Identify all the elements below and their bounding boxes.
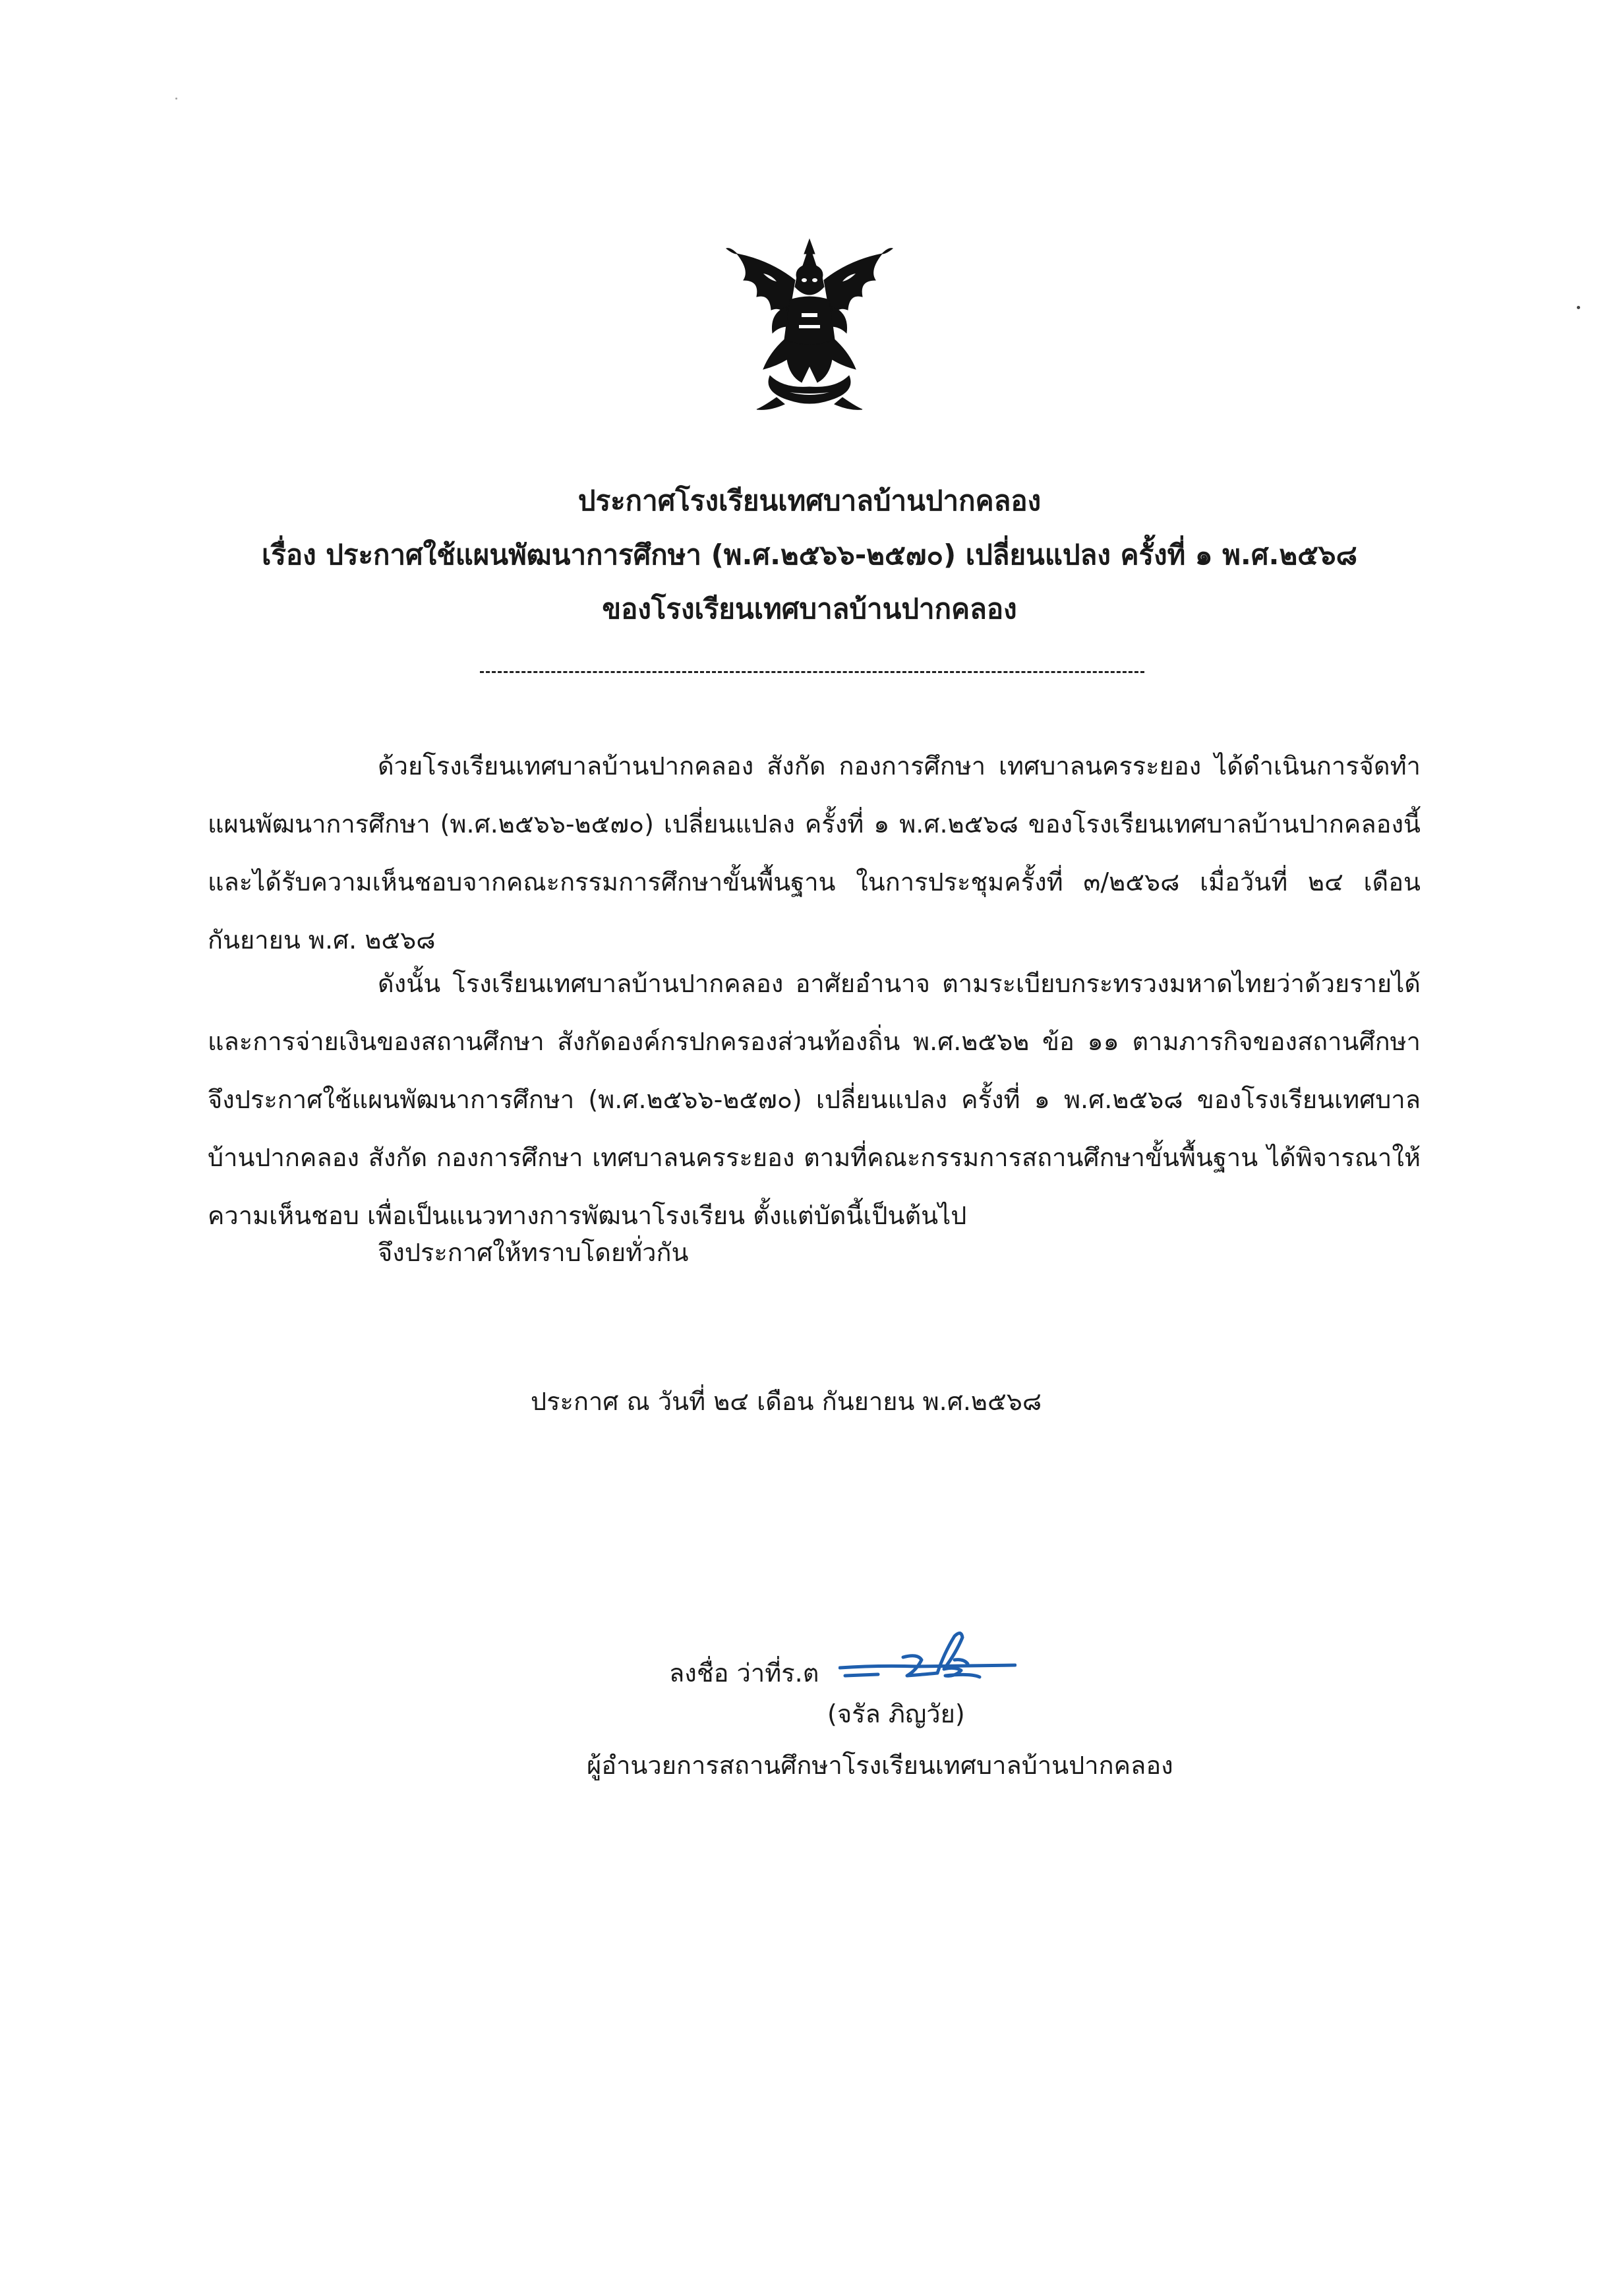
title-divider [480,671,1144,673]
closing-statement: จึงประกาศให้ทราบโดยทั่วกัน [378,1238,689,1267]
title-line-1: ประกาศโรงเรียนเทศบาลบ้านปากคลอง [577,485,1042,517]
announcement-date: ประกาศ ณ วันที่ ๒๔ เดือน กันยายน พ.ศ.๒๕๖๘ [531,1387,1042,1416]
announcement-title [0,481,1619,629]
body-paragraph-1 [208,737,1421,969]
signatory-name: (จรัล ภิญวัย) [827,1699,965,1728]
scan-speck [1577,306,1580,309]
title-line-2: เรื่อง ประกาศใช้แผนพัฒนาการศึกษา (พ.ศ.๒๕๖๖-๒๕๗๐) เปลี่ยนแปลง ครั้งที่ ๑ พ.ศ.๒๕๖๘ [262,539,1357,571]
title-line-3: ของโรงเรียนเทศบาลบ้านปากคลอง [602,593,1017,625]
body-paragraph-2 [208,955,1421,1245]
garuda-emblem-icon [724,234,895,412]
signatory-position: ผู้อำนวยการสถานศึกษาโรงเรียนเทศบาลบ้านปากคลอง [587,1751,1173,1780]
paragraph-2-text: ดังนั้น โรงเรียนเทศบาลบ้านปากคลอง อาศัยอำนาจ ตามระเบียบกระทรวงมหาดไทยว่าด้วยรายได้และการจ่ายเงินของสถานศึกษา สังกัดองค์กรปกครองส่วนท้องถิ่น พ.ศ.๒๕๖๒ ข้อ ๑๑ ตามภารกิจของสถานศึกษา จึงประกาศใช้แผนพัฒนาการศึกษา (พ.ศ.๒๕๖๖-๒๕๗๐) เปลี่ยนแปลง ครั้งที่ ๑ พ.ศ.๒๕๖๘ ของโรงเรียนเทศบาลบ้านปากคลอง สังกัด กองการศึกษา เทศบาลนครระยอง ตามที่คณะกรรมการสถานศึกษาขั้นพื้นฐาน ได้พิจารณาให้ความเห็นชอบ เพื่อเป็นแนวทางการพัฒนาโรงเรียน ตั้งแต่บัดนี้เป็นต้นไป [208,969,1421,1230]
handwritten-signature [839,1627,1016,1693]
scan-speck [175,98,177,100]
paragraph-1-text: ด้วยโรงเรียนเทศบาลบ้านปากคลอง สังกัด กองการศึกษา เทศบาลนครระยอง ได้ดำเนินการจัดทำแผนพัฒนาการศึกษา (พ.ศ.๒๕๖๖-๒๕๗๐) เปลี่ยนแปลง ครั้งที่ ๑ พ.ศ.๒๕๖๘ ของโรงเรียนเทศบาลบ้านปากคลองนี้ และได้รับความเห็นชอบจากคณะกรรมการศึกษาขั้นพื้นฐาน ในการประชุมครั้งที่ ๓/๒๕๖๘ เมื่อวันที่ ๒๔ เดือน กันยายน พ.ศ. ๒๕๖๘ [208,751,1421,955]
signature-label: ลงชื่อ ว่าที่ร.ต [669,1659,819,1688]
